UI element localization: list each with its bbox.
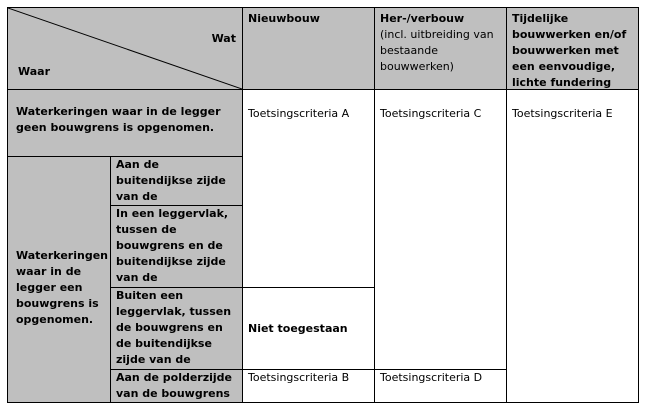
header-tijdelijk-label: Tijdelijke bouwwerken en/of bouwwerken met een eenvoudige, lichte fundering (512, 12, 627, 89)
header-verbouw (374, 7, 507, 90)
cell-niet-toegestaan (242, 287, 375, 370)
subrow-leggervlak (110, 205, 243, 288)
cell-niet-toegestaan-text: Niet toegestaan (248, 321, 348, 335)
cell-criteria-e-text: Toetsingscriteria E (512, 107, 613, 120)
cell-criteria-a-text: Toetsingscriteria A (248, 107, 350, 120)
subrow-buitendijks (110, 156, 243, 206)
row-no-bouwgrens-label: Waterkeringen waar in de legger geen bouwgrens is opgenomen. (16, 105, 221, 134)
row-with-bouwgrens (7, 156, 111, 403)
subrow-polderzijde-label: Aan de polderzijde van de bouwgrens (116, 371, 232, 400)
header-verbouw-subtitle: (incl. uitbreiding van bestaande bouwwerken) (380, 28, 494, 73)
cell-criteria-b-text: Toetsingscriteria B (248, 371, 350, 384)
cell-criteria-e (506, 89, 639, 403)
header-nieuwbouw (242, 7, 375, 90)
subrow-polderzijde (110, 369, 243, 403)
row-no-bouwgrens (7, 89, 243, 157)
corner-header-cell (7, 7, 243, 90)
header-verbouw-title: Her-/verbouw (380, 12, 465, 25)
cell-criteria-d (374, 369, 507, 403)
cell-criteria-c-text: Toetsingscriteria C (380, 107, 482, 120)
header-tijdelijk (506, 7, 639, 90)
corner-label-wat: Wat (211, 32, 236, 45)
cell-criteria-d-text: Toetsingscriteria D (380, 371, 483, 384)
row-with-bouwgrens-label: Waterkeringen waar in de legger een bouwgrens is opgenomen. (16, 249, 108, 326)
corner-label-waar: Waar (18, 65, 51, 78)
cell-criteria-b (242, 369, 375, 403)
subrow-buiten-leggervlak-label: Buiten een leggervlak, tussen de bouwgrens en de buitendijkse zijde van de (116, 289, 232, 366)
cell-criteria-a (242, 89, 375, 288)
header-nieuwbouw-label: Nieuwbouw (248, 12, 320, 25)
subrow-buitendijks-label: Aan de buitendijkse zijde van de (116, 158, 226, 203)
subrow-buiten-leggervlak (110, 287, 243, 370)
cell-criteria-c (374, 89, 507, 370)
subrow-leggervlak-label: In een leggervlak, tussen de bouwgrens en de buitendijkse zijde van de (116, 207, 229, 284)
